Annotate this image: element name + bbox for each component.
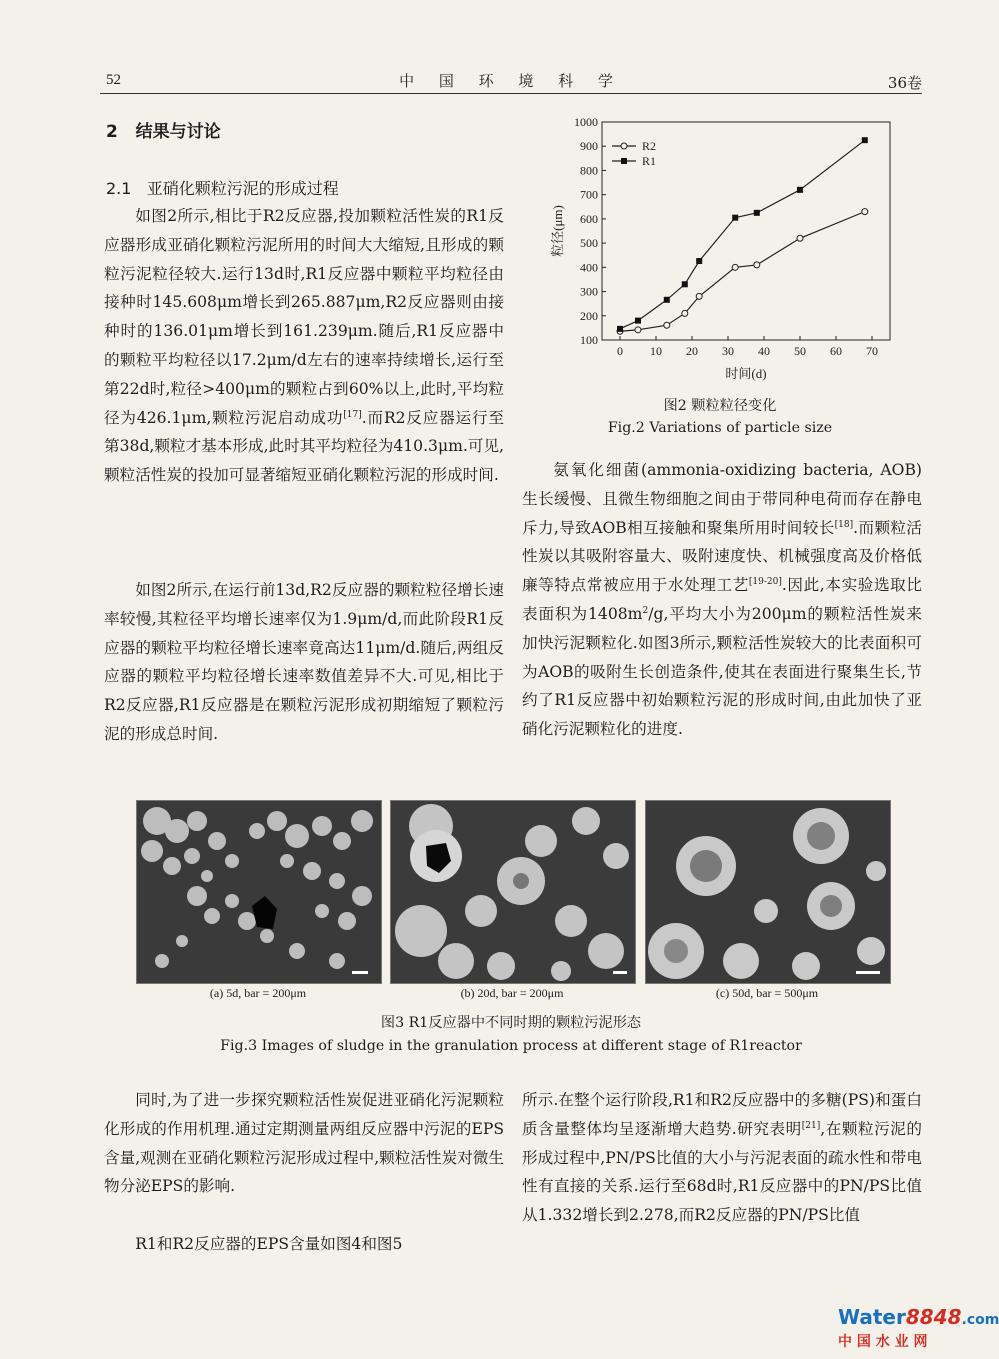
legend-marker [621,143,627,149]
x-axis-label: 时间(d) [725,366,767,381]
data-point-r1 [797,187,803,193]
x-tick-label: 20 [686,344,698,358]
y-tick-label: 400 [580,260,598,275]
data-point-r1 [754,210,760,216]
data-point-r1 [862,137,868,143]
figure3-label-b: (b) 20d, bar = 200μm [460,986,564,1000]
x-tick-label: 40 [758,344,770,358]
paragraph-6: 所示.在整个运行阶段,R1和R2反应器中的多糖(PS)和蛋白质含量整体均呈逐渐增大趋势.研究表明[21],在颗粒污泥的形成过程中,PN/PS比值的大小与污泥表面的疏水性和带电性有直接的关系.运行至68d时,R1反应器中的PN/PS比值从1.332增长到2.278,而R2反应器的PN/PS比值 [522,1091,922,1225]
subsection-heading [106,176,339,199]
figure3-label-c: (c) 50d, bar = 500μm [715,986,819,1000]
legend-label-r1: R1 [642,154,657,168]
data-point-r2 [862,209,868,215]
sludge-photo-50d [645,800,891,984]
legend-label-r2: R2 [642,139,657,153]
data-point-r1 [635,318,641,324]
data-point-r1 [682,281,688,287]
x-tick-label: 30 [722,344,734,358]
paragraph-5: R1和R2反应器的EPS含量如图4和图5 [135,1235,403,1253]
series-line-r2 [620,212,865,332]
volume-label: 36卷 [887,74,922,92]
page-header [100,70,922,94]
citation: [17] [343,409,362,420]
sludge-photo-20d [390,800,636,984]
subsection-number: 2.1 [106,179,132,198]
figure3-caption-en: Fig.3 Images of sludge in the granulation process at different stage of R1reactor [220,1038,802,1054]
section-title: 结果与讨论 [135,122,221,142]
watermark-logo [838,1305,999,1357]
data-point-r1 [696,258,702,264]
paragraph-4: 同时,为了进一步探究颗粒活性炭促进亚硝化污泥颗粒化形成的作用机理.通过定期测量两组反应器中污泥的EPS含量,观测在亚硝化颗粒污泥形成过程中,颗粒活性炭对微生物分泌EPS的影响. [104,1091,504,1196]
series-line-r1 [620,140,865,329]
paragraph-1: 如图2所示,相比于R2反应器,投加颗粒活性炭的R1反应器形成亚硝化颗粒污泥所用的时间大大缩短,且形成的颗粒污泥粒径较大.运行13d时,R1反应器中颗粒平均粒径由接种时145.608μm增长到265.887μm,R2反应器则由接种时的136.01μm增长到161.239μm.随后,R1反应器中的颗粒平均粒径以17.2μm/d左右的速率持续增长,运行至第22d时,粒径>400μm的颗粒占到60%以上,此时,平均粒径为426.1μm,颗粒污泥启动成功[17].而R2反应器运行至第38d,颗粒才基本形成,此时其平均粒径为410.3μm.可见,颗粒活性炭的投加可显著缩短亚硝化颗粒污泥的形成时间. [104,207,504,485]
watermark-suffix: .com [961,1312,999,1328]
data-point-r2 [797,235,803,241]
y-tick-label: 1000 [574,115,598,129]
section-number: 2 [106,122,118,142]
x-tick-label: 10 [650,344,662,358]
y-tick-label: 900 [580,139,598,154]
journal-name: 中 国 环 境 科 学 [399,72,623,90]
data-point-r2 [754,262,760,268]
citation: [19-20] [748,577,782,587]
data-point-r2 [732,264,738,270]
chart-plot-area [550,115,890,381]
watermark-brand: Water [838,1305,906,1329]
header-rule [100,93,922,94]
figure2-caption-en: Fig.2 Variations of particle size [607,420,833,436]
data-point-r2 [696,293,702,299]
paragraph-3: 氨氧化细菌(ammonia-oxidizing bacteria, AOB)生长缓慢、且微生物细胞之间由于带同种电荷而存在静电斥力,导致AOB相互接触和聚集所用时间较长[18].而颗粒活性炭以其吸附容量大、吸附速度快、机械强度高及价格低廉等特点常被应用于水处理工艺[19-20].因此,本实验选取比表面积为$1408m^2/g$,平均大小为200μm的颗粒活性炭来加快污泥颗粒化.如图3所示,颗粒活性炭较大的比表面积可为AOB的吸附生长创造条件,使其在表面进行聚集生长,节约了R1反应器中初始颗粒污泥的形成时间,由此加快了亚硝化污泥颗粒化的进度. [522,461,922,739]
section-heading [106,117,221,142]
y-tick-label: 700 [580,187,598,202]
y-tick-label: 600 [580,211,598,226]
superscript: 2 [642,605,649,616]
figure3-caption-cn: 图3 R1反应器中不同时期的颗粒污泥形态 [380,1015,642,1031]
y-axis-label: 粒径(μm) [550,205,565,257]
paragraph-2: 如图2所示,在运行前13d,R2反应器的颗粒粒径增长速率较慢,其粒径平均增长速率仅为1.9μm/d,而此阶段R1反应器的颗粒平均粒径增长速率竟高达11μm/d.随后,两组反应器的颗粒平均粒径增长速率数值差异不大.可见,相比于R2反应器,R1反应器是在颗粒污泥形成初期缩短了颗粒污泥的形成总时间. [104,581,504,743]
data-point-r1 [617,326,623,332]
y-tick-label: 500 [580,236,598,251]
legend-marker [621,158,627,164]
citation: [18] [834,519,854,530]
figure3-label-a: (a) 5d, bar = 200μm [209,986,307,1000]
data-point-r1 [664,297,670,303]
y-tick-label: 800 [580,163,598,178]
data-point-r2 [682,310,688,316]
citation: [21] [801,1120,821,1131]
y-tick-label: 100 [580,333,598,347]
x-tick-label: 50 [794,344,806,358]
watermark-number: 8848 [905,1305,962,1329]
x-tick-label: 0 [617,344,623,358]
watermark-cn: 中 国 水 业 网 [838,1334,928,1350]
figure2-caption-cn: 图2 颗粒粒径变化 [663,398,777,414]
data-point-r2 [664,322,670,328]
data-point-r1 [732,215,738,221]
y-tick-label: 200 [580,308,598,323]
sludge-photo-5d [136,800,382,984]
x-tick-label: 60 [830,344,842,358]
particle-size-chart [540,108,900,388]
x-tick-label: 70 [866,344,878,358]
y-tick-label: 300 [580,284,598,299]
data-point-r2 [635,327,641,333]
page-number: 52 [106,72,121,88]
subsection-title: 亚硝化颗粒污泥的形成过程 [146,179,339,198]
